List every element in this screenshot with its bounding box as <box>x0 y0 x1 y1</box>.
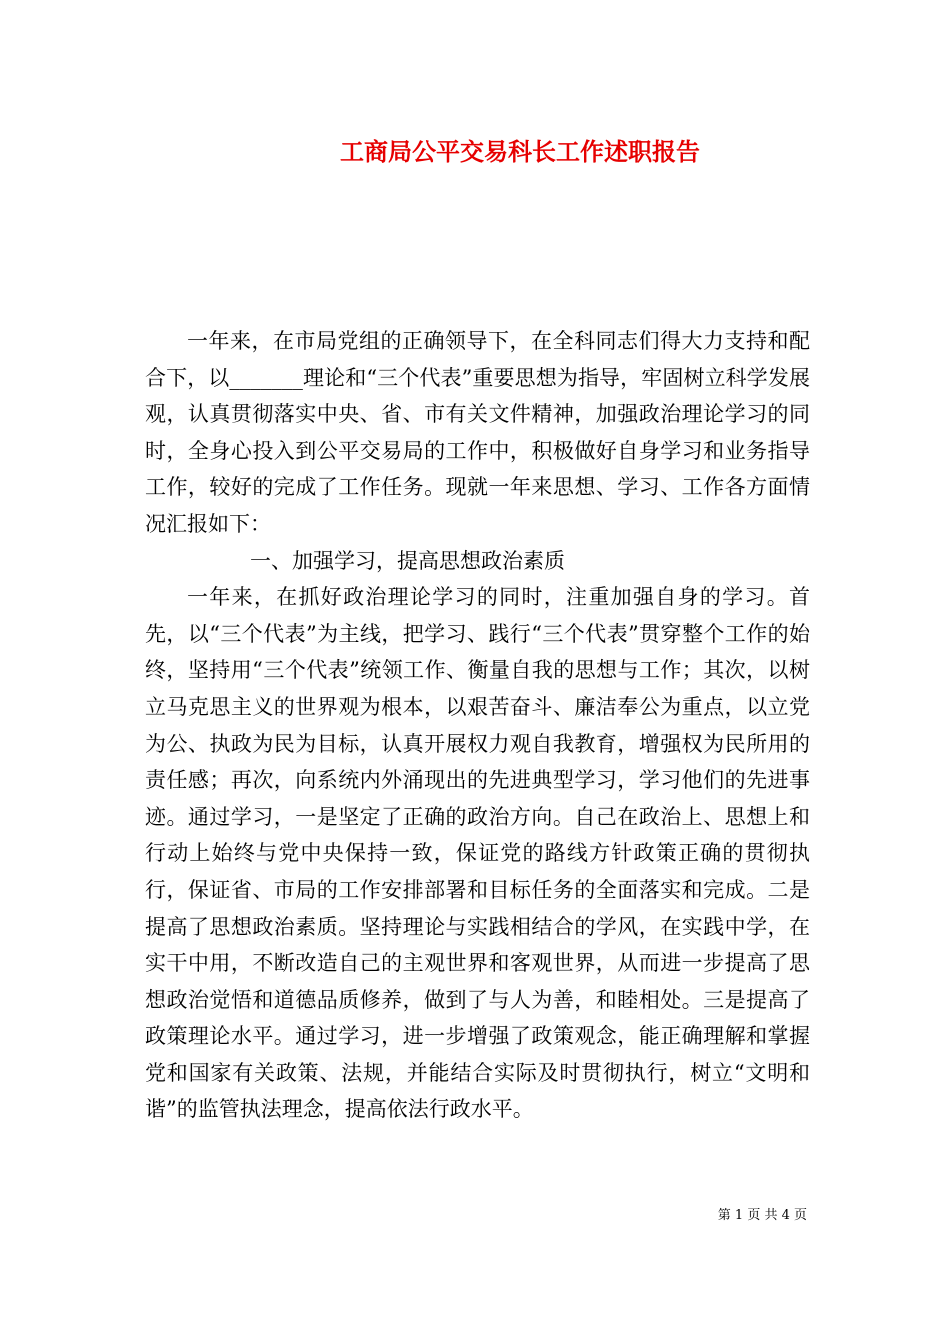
page-footer: 第 1 页 共 4 页 <box>717 1208 807 1223</box>
document-title: 工商局公平交易科长工作述职报告 <box>340 137 700 166</box>
document-body <box>145 323 810 1128</box>
paragraph-section-1: 一年来，在抓好政治理论学习的同时，注重加强自身的学习。首先，以“三个代表”为主线，把学习、践行“三个代表”贯穿整个工作的始终，坚持用“三个代表”统领工作、衡量自我的思想与工作；其次，以树立马克思主义的世界观为根本，以艰苦奋斗、廉洁奉公为重点，以立党为公、执政为民为目标，认真开展权力观自我教育，增强权为民所用的责任感；再次，向系统内外涌现出的先进典型学习，学习他们的先进事迹。通过学习，一是坚定了正确的政治方向。自己在政治上、思想上和行动上始终与党中央保持一致，保证党的路线方针政策正确的贯彻执行，保证省、市局的工作安排部署和目标任务的全面落实和完成。二是提高了思想政治素质。坚持理论与实践相结合的学风，在实践中学，在实干中用，不断改造自己的主观世界和客观世界，从而进一步提高了思想政治觉悟和道德品质修养，做到了与人为善，和睦相处。三是提高了政策理论水平。通过学习，进一步增强了政策观念，能正确理解和掌握党和国家有关政策、法规，并能结合实际及时贯彻执行，树立“文明和谐”的监管执法理念，提高依法行政水平。 <box>145 585 810 1122</box>
paragraph-intro: 一年来，在市局党组的正确领导下，在全科同志们得大力支持和配合下，以_______理论和“三个代表”重要思想为指导，牢固树立科学发展观，认真贯彻落实中央、省、市有关文件精神，加强政治理论学习的同时，全身心投入到公平交易局的工作中，积极做好自身学习和业务指导工作，较好的完成了工作任务。现就一年来思想、学习、工作各方面情况汇报如下： <box>145 329 810 536</box>
section-heading-1: 一、加强学习，提高思想政治素质 <box>250 548 565 573</box>
